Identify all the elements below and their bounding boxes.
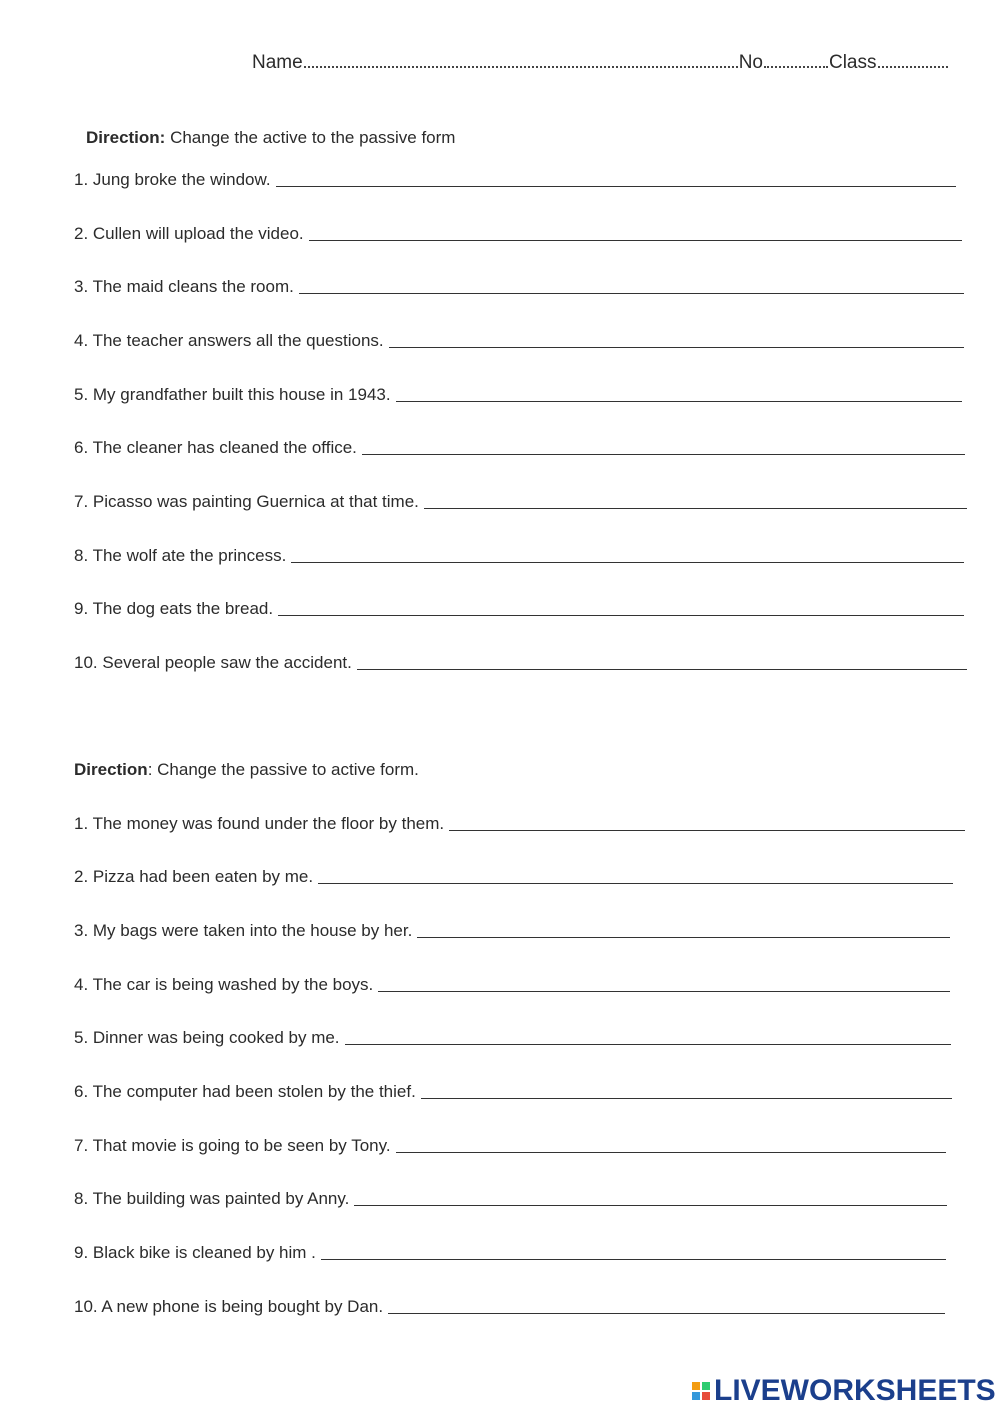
- question-text: 10. Several people saw the accident.: [74, 653, 352, 672]
- logo-square-icon: [702, 1382, 710, 1390]
- answer-line[interactable]: [389, 347, 964, 348]
- question-row: [74, 1136, 946, 1156]
- question-text: 8. The wolf ate the princess.: [74, 546, 287, 565]
- question-row: [74, 492, 967, 512]
- question-text: 2. Pizza had been eaten by me.: [74, 867, 314, 886]
- question-row: [74, 331, 964, 351]
- answer-line[interactable]: [396, 1152, 946, 1153]
- no-label: No: [738, 52, 763, 73]
- question-row: [74, 921, 950, 941]
- question-row: [74, 599, 964, 619]
- answer-line[interactable]: [345, 1044, 951, 1045]
- question-text: 8. The building was painted by Anny.: [74, 1189, 350, 1208]
- question-text: 4. The teacher answers all the questions.: [74, 331, 384, 350]
- logo-square-icon: [692, 1382, 700, 1390]
- answer-line[interactable]: [321, 1259, 946, 1260]
- class-label: Class: [828, 52, 877, 73]
- question-text: 5. My grandfather built this house in 1943.: [74, 385, 391, 404]
- answer-line[interactable]: [362, 454, 965, 455]
- question-text: 10. A new phone is being bought by Dan.: [74, 1297, 384, 1316]
- direction-label: Direction: [74, 760, 148, 779]
- question-row: [74, 224, 962, 244]
- logo-square-icon: [692, 1392, 700, 1400]
- answer-line[interactable]: [357, 669, 967, 670]
- question-text: 9. Black bike is cleaned by him .: [74, 1243, 316, 1262]
- answer-line[interactable]: [449, 830, 965, 831]
- question-text: 5. Dinner was being cooked by me.: [74, 1028, 340, 1047]
- answer-line[interactable]: [291, 562, 964, 563]
- question-row: [74, 867, 953, 887]
- question-row: [74, 1297, 945, 1317]
- name-label: Name: [252, 52, 303, 73]
- answer-line[interactable]: [318, 883, 953, 884]
- answer-line[interactable]: [424, 508, 967, 509]
- question-row: [74, 1243, 946, 1263]
- question-text: 3. My bags were taken into the house by her.: [74, 921, 413, 940]
- question-row: [74, 1028, 951, 1048]
- answer-line[interactable]: [378, 991, 950, 992]
- question-row: [74, 814, 965, 834]
- answer-line[interactable]: [396, 401, 962, 402]
- direction-label: Direction:: [86, 128, 166, 147]
- question-text: 2. Cullen will upload the video.: [74, 224, 304, 243]
- question-row: [74, 1082, 952, 1102]
- answer-line[interactable]: [276, 186, 956, 187]
- answer-line[interactable]: [354, 1205, 947, 1206]
- answer-line[interactable]: [388, 1313, 945, 1314]
- class-field[interactable]: [878, 52, 948, 68]
- logo-square-icon: [702, 1392, 710, 1400]
- answer-line[interactable]: [299, 293, 964, 294]
- question-row: [74, 546, 964, 566]
- question-text: 4. The car is being washed by the boys.: [74, 975, 374, 994]
- question-row: [74, 438, 965, 458]
- direction-text: Change the active to the passive form: [165, 128, 456, 147]
- answer-line[interactable]: [309, 240, 962, 241]
- question-text: 1. The money was found under the floor by them.: [74, 814, 445, 833]
- question-row: [74, 277, 964, 297]
- question-text: 7. That movie is going to be seen by Tony.: [74, 1136, 391, 1155]
- question-text: 6. The computer had been stolen by the thief.: [74, 1082, 416, 1101]
- question-row: [74, 975, 950, 995]
- logo-icon: [692, 1382, 710, 1400]
- direction-text: : Change the passive to active form.: [147, 760, 419, 779]
- question-row: [74, 385, 962, 405]
- answer-line[interactable]: [278, 615, 964, 616]
- liveworksheets-logo: [692, 1374, 996, 1408]
- name-field[interactable]: [304, 52, 738, 68]
- section2-direction: [74, 760, 419, 780]
- logo-text: LIVEWORKSHEETS: [714, 1374, 996, 1407]
- section1-direction: [86, 128, 455, 148]
- answer-line[interactable]: [421, 1098, 952, 1099]
- no-field[interactable]: [764, 52, 828, 68]
- question-text: 7. Picasso was painting Guernica at that time.: [74, 492, 419, 511]
- question-text: 6. The cleaner has cleaned the office.: [74, 438, 357, 457]
- question-row: [74, 1189, 947, 1209]
- answer-line[interactable]: [417, 937, 950, 938]
- question-row: [74, 653, 967, 673]
- question-row: [74, 170, 956, 190]
- question-text: 1. Jung broke the window.: [74, 170, 271, 189]
- question-text: 9. The dog eats the bread.: [74, 599, 274, 618]
- question-text: 3. The maid cleans the room.: [74, 277, 294, 296]
- student-info-header: [252, 52, 962, 74]
